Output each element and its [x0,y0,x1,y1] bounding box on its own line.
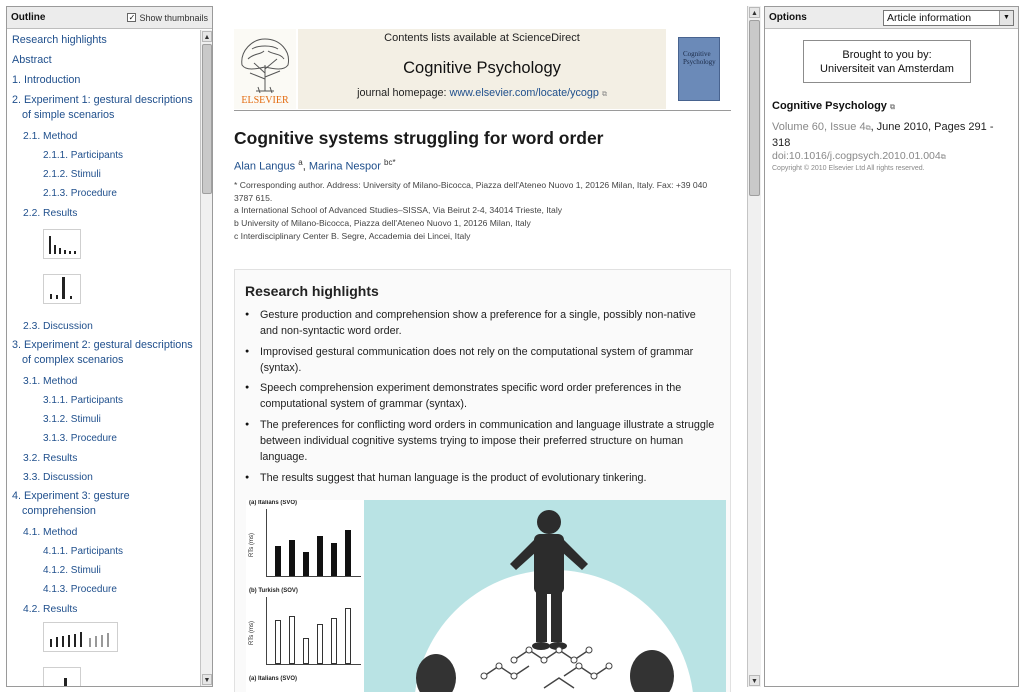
chart-panel-label: (a) Italians (SVO) [249,676,298,682]
highlight-item: ● Gesture production and comprehension show a preference for a single, possibly non-native and non-syntactic word order. [260,307,715,339]
outline-item[interactable]: 4.1.3. Procedure [43,584,117,595]
outline-item[interactable]: 4. Experiment 3: gesture [12,490,130,502]
outline-item[interactable]: 3.1.2. Stimuli [43,414,101,425]
outline-item[interactable]: 3.2. Results [23,453,78,464]
scrollbar-thumb[interactable] [749,20,760,196]
chevron-down-icon[interactable]: ▼ [999,11,1013,25]
outline-item[interactable]: 3.1.1. Participants [43,395,124,406]
scrollbar-thumb[interactable] [202,44,212,194]
highlight-item: ● Speech comprehension experiment demonstrates specific word order preferences in the computational system of grammar (syntax). [260,380,715,412]
outline-item[interactable]: 3. Experiment 2: gestural descriptions [12,339,193,351]
journal-title: Cognitive Psychology [403,59,561,77]
journal-homepage [298,87,666,99]
chart-bar [275,546,281,576]
journal-homepage-link[interactable]: www.elsevier.com/locate/ycogp [449,87,599,99]
chart-bar [303,552,309,576]
brought-label: Brought to you by: [842,49,932,61]
show-thumbnails-toggle[interactable] [127,13,208,23]
copyright-notice: Copyright © 2010 Elsevier Ltd All rights reserved. [772,165,925,172]
author-affiliation: bc* [384,158,396,167]
highlight-item: ● The results suggest that human language is the product of evolutionary tinkering. [260,470,715,486]
homepage-prefix: journal homepage: [357,87,450,99]
author-link[interactable]: Alan Langus [234,160,296,173]
chart-panel-label: (a) Italians (SVO) [249,500,298,506]
outline-item[interactable]: 4.1. Method [23,527,78,538]
graphical-abstract-image [246,500,726,692]
chart-bar [275,620,281,664]
external-link-icon: ⧉ [889,104,895,111]
chart-bar [331,618,337,664]
outline-item[interactable]: 2. Experiment 1: gestural descriptions [12,94,193,106]
outline-item[interactable]: 1. Introduction [12,74,81,86]
chart-panel-label: (b) Turkish (SOV) [249,588,298,594]
checkbox-checked-icon[interactable]: ✓ [128,13,136,22]
chart-bar [317,624,323,664]
outline-item[interactable]: of simple scenarios [22,109,115,121]
scroll-down-arrow-icon[interactable]: ▼ [749,675,760,686]
options-select-value: Article information [887,12,972,24]
footnote: c Interdisciplinary Center B. Segre, Accademia dei Lincei, Italy [234,231,471,241]
outline-item[interactable]: 2.3. Discussion [23,321,93,332]
graphical-abstract-charts [246,500,364,692]
figure-thumbnail[interactable] [43,274,81,304]
outline-item[interactable]: 2.1.3. Procedure [43,188,117,199]
research-highlights-title: Research highlights [245,283,379,299]
external-link-icon: ⧉ [865,125,871,132]
show-thumbnails-label: Show thumbnails [139,12,208,23]
footnote: a International School of Advanced Studies–SISSA, Via Beirut 2-4, 34014 Trieste, Italy [234,205,563,215]
publisher-name: ELSEVIER [241,95,289,106]
external-link-icon: ⧉ [601,91,607,98]
outline-item[interactable]: comprehension [22,505,96,517]
outline-header [7,7,212,29]
cover-title: Cognitive Psychology [683,50,716,66]
outline-item[interactable]: 4.2. Results [23,604,78,615]
chart-bar [345,530,351,576]
outline-item[interactable]: of complex scenarios [22,354,124,366]
institution-access-box [803,40,971,83]
options-panel [764,6,1019,687]
outline-item[interactable]: 2.1. Method [23,131,78,142]
outline-item[interactable]: 3.1. Method [23,376,78,387]
outline-item[interactable]: 3.3. Discussion [23,472,93,483]
scroll-up-arrow-icon[interactable]: ▲ [202,31,212,42]
highlight-item: ● The preferences for conflicting word orders in communication and language illustrate a struggle between individual cognitive systems trying to impose their preferred structure on human language. [260,417,715,465]
author-link[interactable]: Marina Nespor [308,160,381,173]
author-affiliation: a [298,158,303,167]
scroll-down-arrow-icon[interactable]: ▼ [202,674,212,685]
elsevier-logo [234,29,296,109]
chart-axis-label: RTs (ms) [248,533,255,557]
chart-axes [266,597,361,665]
highlight-item: ● Improvised gestural communication does not rely on the computational system of grammar (syntax). [260,344,715,376]
header-divider [234,110,731,111]
research-highlights-box [234,269,731,692]
outline-item[interactable]: 2.1.1. Participants [43,150,124,161]
options-title: Options [769,12,807,23]
article-view [214,0,747,692]
chart-bar [289,616,295,664]
gesture-illustration [364,500,726,692]
contents-line: Contents lists available at ScienceDirect [384,32,580,44]
chart-axes [266,509,361,577]
figure-thumbnail[interactable] [43,229,81,259]
institution-name: Universiteit van Amsterdam [820,63,954,75]
options-view-select[interactable] [883,10,1014,26]
outline-panel [6,6,213,687]
journal-header [234,29,731,109]
author-list: Alan Langus $^a$, Marina Nespor $^{bc*}$ [234,158,396,173]
outline-scrollbar[interactable] [200,30,212,686]
doi-text: doi:10.1016/j.cogpsych.2010.01.004 [772,150,941,162]
journal-name-link[interactable] [772,100,895,112]
footnote: 3787 615. [234,193,273,203]
journal-name-text: Cognitive Psychology [772,100,887,112]
outline-list [7,30,200,686]
chart-bar [289,540,295,576]
outline-item[interactable]: 4.1.2. Stimuli [43,565,101,576]
volume-info [772,120,1010,151]
outline-title: Outline [11,12,46,23]
outline-item[interactable]: 2.1.2. Stimuli [43,169,101,180]
outline-item[interactable]: Research highlights [12,34,107,46]
chart-bar [345,608,351,664]
volume-issue-link[interactable]: Volume 60, Issue 4 [772,121,866,133]
journal-banner [298,29,666,109]
outline-item[interactable]: 3.1.3. Procedure [43,433,117,444]
doi-link[interactable] [772,150,946,162]
chart-axis-label: RTs (ms) [248,621,255,645]
figure-thumbnail[interactable] [43,622,118,652]
external-link-icon: ⧉ [940,154,946,161]
chart-bar [303,638,309,664]
outline-item[interactable]: 4.1.1. Participants [43,546,124,557]
journal-cover-image [678,37,720,101]
footnote: b University of Milano-Bicocca, Piazza dell'Ateneo Nuovo 1, 20126 Milan, Italy [234,218,531,228]
outline-item[interactable]: Abstract [12,54,52,66]
chart-bar [317,536,323,576]
figure-thumbnail[interactable] [43,667,81,686]
article-scrollbar[interactable] [747,6,761,687]
volume-pages: , June 2010, Pages 291 - 318 [772,121,994,149]
chart-bar [331,543,337,576]
scroll-up-arrow-icon[interactable]: ▲ [749,7,760,18]
footnote: * Corresponding author. Address: University of Milano-Bicocca, Piazza dell'Ateneo Nuovo 1, 20126 Milan, Italy. Fax: +39 040 [234,180,708,190]
article-title: Cognitive systems struggling for word order [234,128,604,148]
outline-item[interactable]: 2.2. Results [23,208,78,219]
